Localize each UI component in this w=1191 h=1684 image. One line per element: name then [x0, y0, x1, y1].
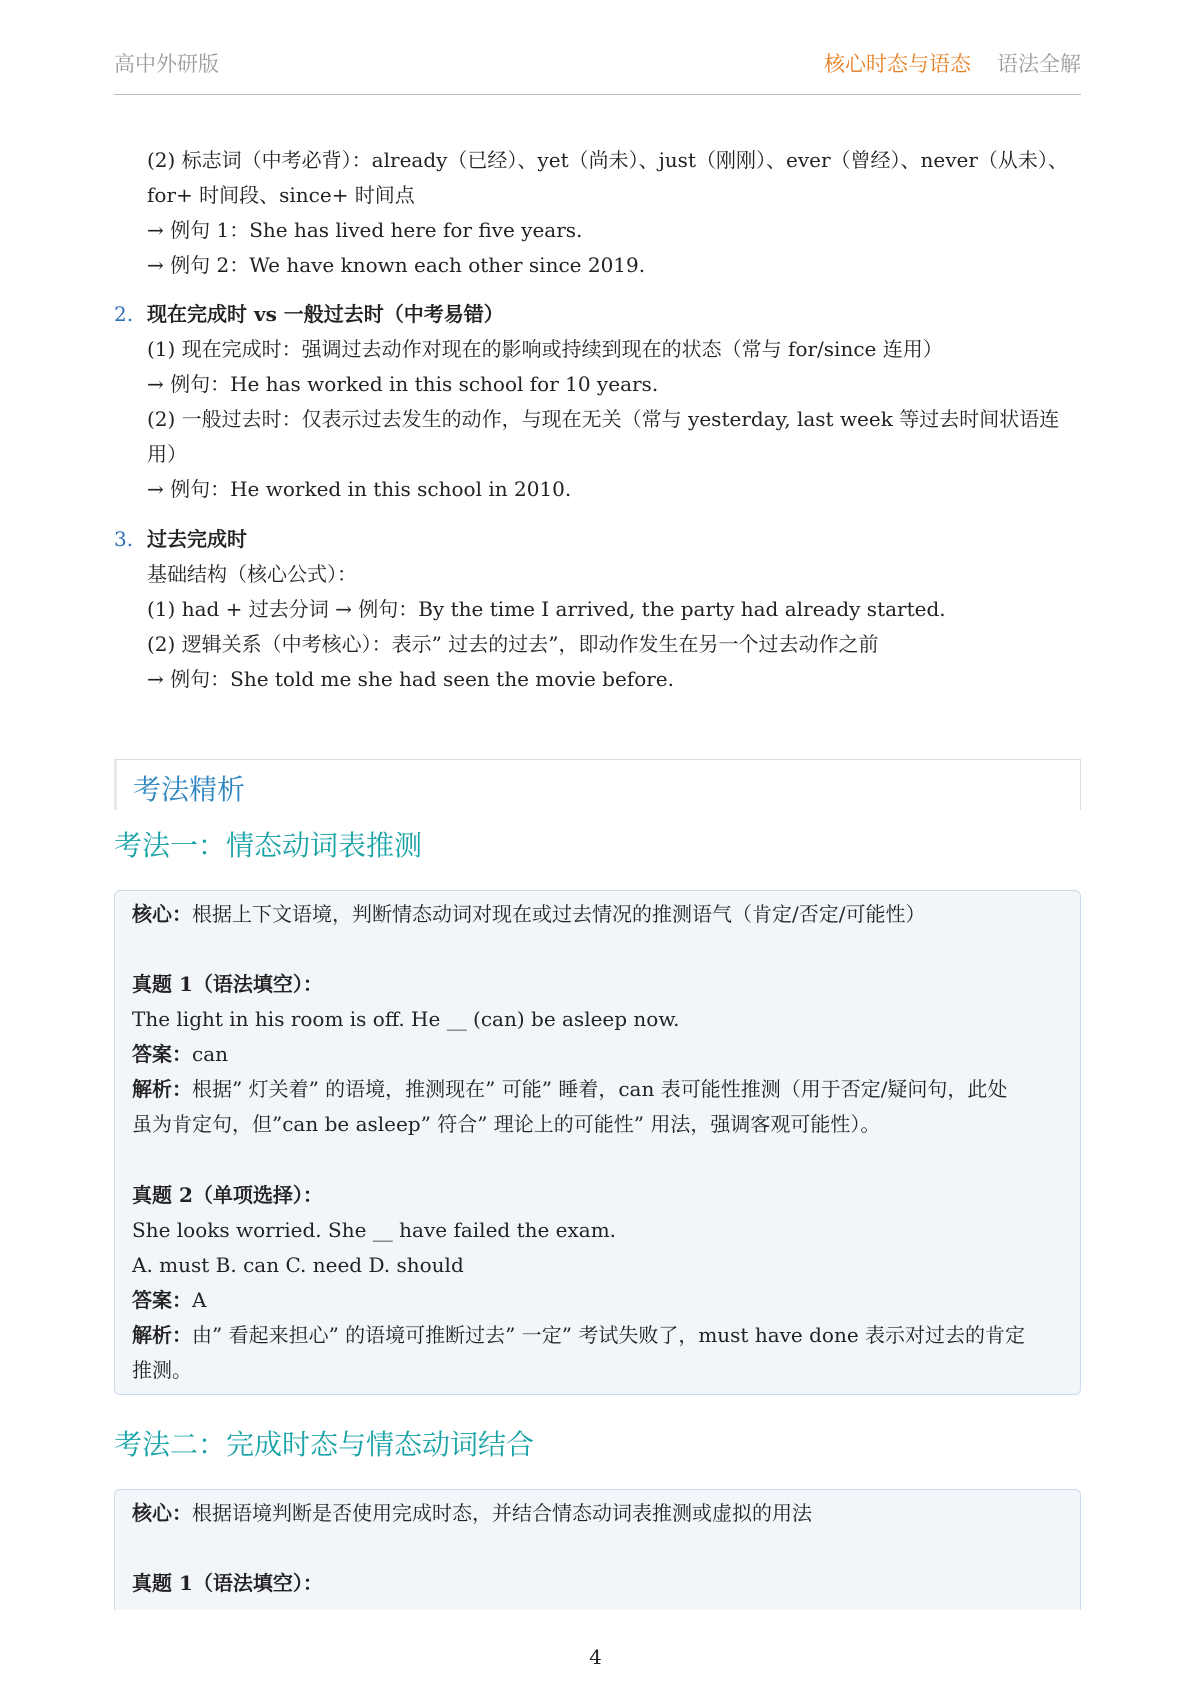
page-header	[114, 40, 1081, 95]
page-number: 4	[589, 1645, 602, 1669]
question-label: 真题 1（语法填空）：	[132, 972, 323, 996]
header-chapter	[824, 48, 1081, 78]
answer-label: 答案：	[132, 1042, 192, 1066]
section-heading	[114, 759, 1081, 810]
text-line: → 例句：He has worked in this school for 10 years.	[147, 372, 659, 396]
explanation-label: 解析：	[132, 1077, 192, 1101]
answer-value: A	[192, 1288, 207, 1312]
text-line: for+ 时间段、since+ 时间点	[147, 183, 415, 207]
list-number: 2.	[114, 302, 134, 326]
explanation-text: 由” 看起来担心” 的语境可推断过去” 一定” 考试失败了，must have done 表示对过去的肯定	[192, 1323, 1026, 1347]
explanation	[132, 1072, 1065, 1107]
answer-label: 答案：	[132, 1288, 192, 1312]
question-label: 真题 1（语法填空）：	[132, 1571, 323, 1595]
header-book-title: 高中外研版	[114, 52, 219, 76]
list-item-title: 现在完成时 vs 一般过去时（中考易错）	[147, 302, 504, 326]
card-core	[132, 1496, 1065, 1531]
text-line: 基础结构（核心公式）：	[147, 562, 357, 586]
answer-value: can	[192, 1042, 229, 1066]
method-title: 考法一：情态动词表推测	[114, 829, 423, 862]
explanation	[132, 1318, 1065, 1353]
core-label: 核心：	[132, 902, 192, 926]
section-title: 考法精析	[133, 773, 246, 806]
explanation-text: 虽为肯定句，但”can be asleep” 符合” 理论上的可能性” 用法，强调客观可能性）。	[132, 1112, 881, 1136]
question-text: The light in his room is off. He __ (can) be asleep now.	[132, 1007, 680, 1031]
question-text: She looks worried. She __ have failed the exam.	[132, 1218, 617, 1242]
question-options: A. must B. can C. need D. should	[132, 1253, 464, 1277]
text-line: → 例句：He worked in this school in 2010.	[147, 477, 572, 501]
method-title: 考法二：完成时态与情态动词结合	[114, 1428, 535, 1461]
exam-card	[114, 890, 1081, 1395]
core-text: 根据上下文语境，判断情态动词对现在或过去情况的推测语气（肯定/否定/可能性）	[192, 902, 926, 926]
text-line: (2) 标志词（中考必背）：already（已经）、yet（尚未）、just（刚刚）、ever（曾经）、never（从未）、	[147, 148, 1068, 172]
explanation-text: 推测。	[132, 1358, 192, 1382]
core-label: 核心：	[132, 1501, 192, 1525]
question-label: 真题 2（单项选择）：	[132, 1183, 323, 1207]
text-line: (2) 一般过去时：仅表示过去发生的动作，与现在无关（常与 yesterday, last week 等过去时间状语连	[147, 407, 1060, 431]
answer	[132, 1283, 1065, 1318]
core-text: 根据语境判断是否使用完成时态，并结合情态动词表推测或虚拟的用法	[192, 1501, 812, 1525]
explanation-label: 解析：	[132, 1323, 192, 1347]
text-line: (1) 现在完成时：强调过去动作对现在的影响或持续到现在的状态（常与 for/since 连用）	[147, 337, 943, 361]
explanation-text: 根据” 灯关着” 的语境，推测现在” 可能” 睡着，can 表可能性推测（用于否定/疑问句，此处	[192, 1077, 1008, 1101]
answer	[132, 1037, 1065, 1072]
text-line: → 例句：She told me she had seen the movie before.	[147, 667, 675, 691]
text-line: 用）	[147, 442, 187, 466]
header-other-chapter: 语法全解	[997, 52, 1081, 76]
exam-card	[114, 1489, 1081, 1610]
card-core	[132, 897, 1065, 932]
header-current-chapter: 核心时态与语态	[824, 52, 971, 76]
list-item-title: 过去完成时	[147, 527, 247, 551]
list-number: 3.	[114, 527, 134, 551]
text-line: → 例句 2：We have known each other since 2019.	[147, 253, 646, 277]
text-line: (1) had + 过去分词 → 例句：By the time I arrived, the party had already started.	[147, 597, 946, 621]
text-line: → 例句 1：She has lived here for five years.	[147, 218, 583, 242]
text-line: (2) 逻辑关系（中考核心）：表示” 过去的过去”，即动作发生在另一个过去动作之前	[147, 632, 879, 656]
